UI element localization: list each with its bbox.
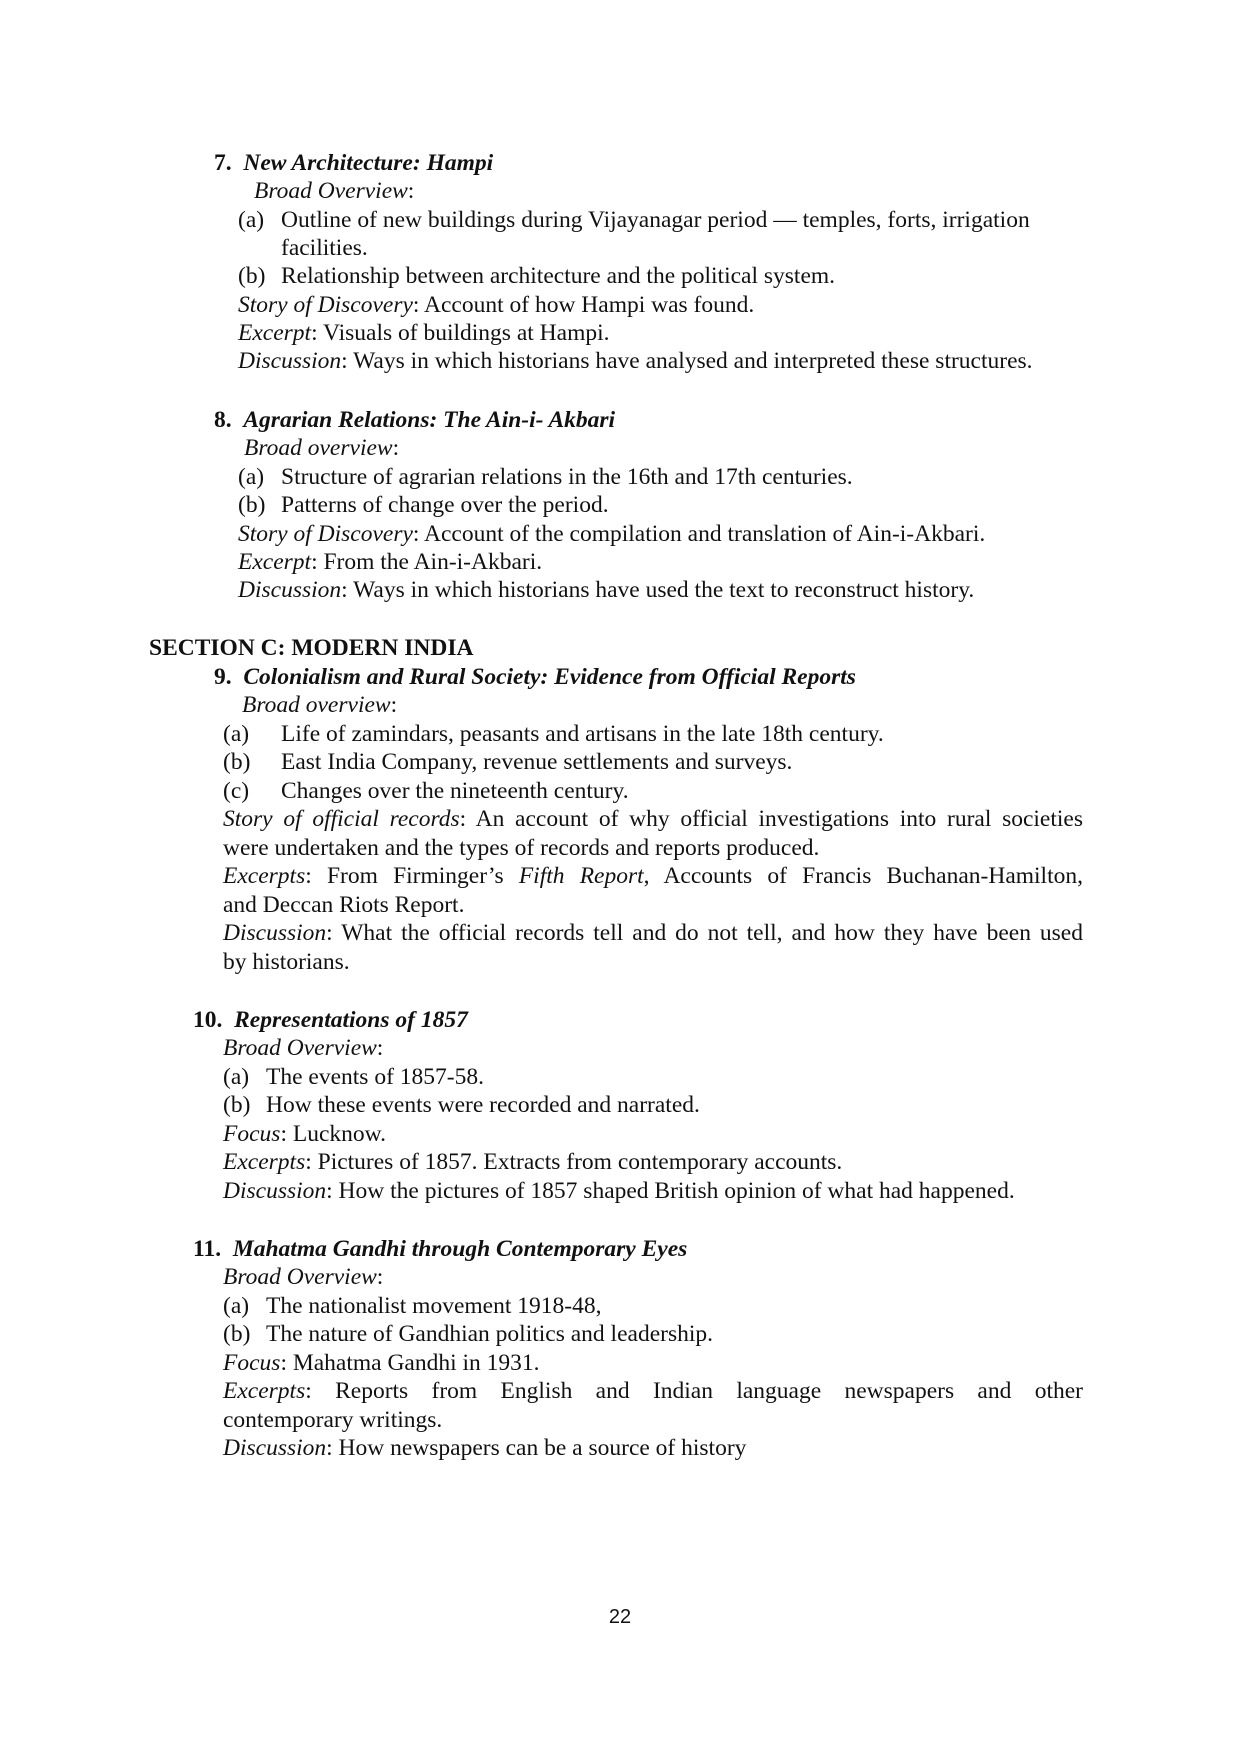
section-7-discussion: Discussion: Ways in which historians have analysed and interpreted these structures. [238,348,1033,374]
section-9-overview: Broad overview: [242,692,398,718]
list-item-text: The events of 1857-58. [266,1064,484,1090]
section-10-overview: Broad Overview: [223,1035,384,1061]
list-item-text: Changes over the nineteenth century. [281,778,629,804]
section-7-excerpt: Excerpt: Visuals of buildings at Hampi. [238,320,610,346]
section-9-title: Colonialism and Rural Society: Evidence from Official Reports [243,664,856,690]
section-8-excerpt: Excerpt: From the Ain-i-Akbari. [238,549,543,575]
list-item: (a) [238,207,265,233]
section-7-title: New Architecture: Hampi [243,150,494,176]
list-item: (a) [223,1064,250,1090]
list-item: (c) [223,778,250,804]
section-10-title: Representations of 1857 [234,1007,468,1033]
list-item-text: How these events were recorded and narrated. [266,1092,700,1118]
section-8-story: Story of Discovery: Account of the compilation and translation of Ain-i-Akbari. [238,521,986,547]
list-item-text: The nature of Gandhian politics and leadership. [266,1321,714,1347]
list-item-text: Life of zamindars, peasants and artisans in the late 18th century. [281,721,884,747]
list-item-text: Relationship between architecture and the political system. [281,263,836,289]
section-9-story: Story of official records: An account of why official investigations into rural societies [223,806,1083,832]
list-item-text: East India Company, revenue settlements and surveys. [281,749,793,775]
section-11-overview: Broad Overview: [223,1264,384,1290]
section-7-overview: Broad Overview: [254,178,415,204]
section-8-discussion: Discussion: Ways in which historians have used the text to reconstruct history. [238,577,975,603]
section-7-heading: 7. New Architecture: Hampi [214,150,494,176]
list-item: (b) [223,1092,251,1118]
section-9-excerpts: Excerpts: From Firminger’s Fifth Report, Accounts of Francis Buchanan-Hamilton, [223,863,1083,889]
section-c-heading: SECTION C: MODERN INDIA [149,635,474,661]
section-8-overview: Broad overview: [244,435,400,461]
list-item-text: Patterns of change over the period. [281,492,609,518]
page-number: 22 [608,1606,632,1628]
list-item-text: facilities. [281,235,368,261]
section-10-heading: 10. Representations of 1857 [193,1007,468,1033]
list-item: (a) [238,464,265,490]
section-8-heading: 8. Agrarian Relations: The Ain-i- Akbari [214,407,616,433]
section-8-title: Agrarian Relations: The Ain-i- Akbari [243,407,616,433]
section-9-discussion-cont: by historians. [223,949,350,975]
list-item: (b) [238,492,266,518]
section-11-excerpts-cont: contemporary writings. [223,1407,443,1433]
section-9-heading: 9. Colonialism and Rural Society: Evidence from Official Reports [214,664,856,690]
section-7-story: Story of Discovery: Account of how Hampi was found. [238,292,755,318]
section-11-heading: 11. Mahatma Gandhi through Contemporary Eyes [193,1236,688,1262]
section-9-discussion: Discussion: What the official records tell and do not tell, and how they have been used [223,920,1083,946]
list-item: (b) [223,1321,251,1347]
section-10-focus: Focus: Lucknow. [223,1121,386,1147]
section-11-discussion: Discussion: How newspapers can be a source of history [223,1435,747,1461]
list-item: (a) [223,721,250,747]
section-11-excerpts: Excerpts: Reports from English and Indian language newspapers and other [223,1378,1083,1404]
list-item-text: Structure of agrarian relations in the 16th and 17th centuries. [281,464,853,490]
list-item-text: Outline of new buildings during Vijayanagar period — temples, forts, irrigation [281,207,1030,233]
list-item: (b) [223,749,251,775]
section-10-discussion: Discussion: How the pictures of 1857 shaped British opinion of what had happened. [223,1178,1015,1204]
list-item: (a) [223,1293,250,1319]
section-9-excerpts-cont: and Deccan Riots Report. [223,892,465,918]
section-11-title: Mahatma Gandhi through Contemporary Eyes [232,1236,688,1262]
section-10-excerpts: Excerpts: Pictures of 1857. Extracts from contemporary accounts. [223,1149,843,1175]
section-11-focus: Focus: Mahatma Gandhi in 1931. [223,1350,540,1376]
section-9-story-cont: were undertaken and the types of records and reports produced. [223,835,820,861]
list-item: (b) [238,263,266,289]
list-item-text: The nationalist movement 1918-48, [266,1293,602,1319]
